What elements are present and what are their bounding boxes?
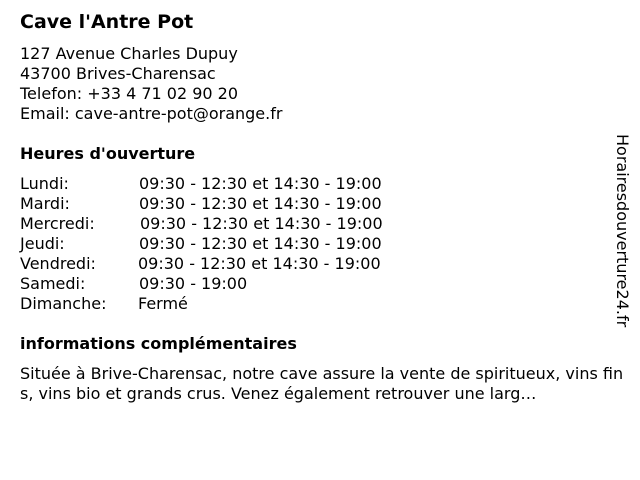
day-label: Jeudi: [20, 234, 65, 253]
address-line-1: 127 Avenue Charles Dupuy [20, 44, 238, 63]
day-label: Dimanche: [20, 294, 107, 313]
day-label: Samedi: [20, 274, 86, 293]
time-value: 09:30 - 12:30 et 14:30 - 19:00 [139, 194, 382, 213]
day-label: Mercredi: [20, 214, 95, 233]
time-value: 09:30 - 12:30 et 14:30 - 19:00 [140, 214, 383, 233]
time-value: 09:30 - 19:00 [139, 274, 248, 293]
address-line-2: 43700 Brives-Charensac [20, 64, 216, 83]
business-name: Cave l'Antre Pot [20, 11, 194, 33]
email-text: Email: cave-antre-pot@orange.fr [20, 104, 283, 123]
day-label: Vendredi: [20, 254, 96, 273]
day-label: Mardi: [20, 194, 70, 213]
time-value: 09:30 - 12:30 et 14:30 - 19:00 [139, 174, 382, 193]
site-watermark: Horairesdouverture24.fr [613, 134, 632, 328]
phone-text: Telefon: +33 4 71 02 90 20 [20, 84, 239, 103]
time-value: 09:30 - 12:30 et 14:30 - 19:00 [139, 234, 382, 253]
additional-info-text: Située à Brive-Charensac, notre cave assure la vente de spiritueux, vins fins, vins bio et grands crus. Venez également retrouver une larg… [20, 364, 624, 403]
day-label: Lundi: [20, 174, 69, 193]
time-value: Fermé [138, 294, 188, 313]
additional-info-heading: informations complémentaires [20, 334, 297, 353]
opening-hours-heading: Heures d'ouverture [20, 144, 196, 163]
time-value: 09:30 - 12:30 et 14:30 - 19:00 [138, 254, 381, 273]
